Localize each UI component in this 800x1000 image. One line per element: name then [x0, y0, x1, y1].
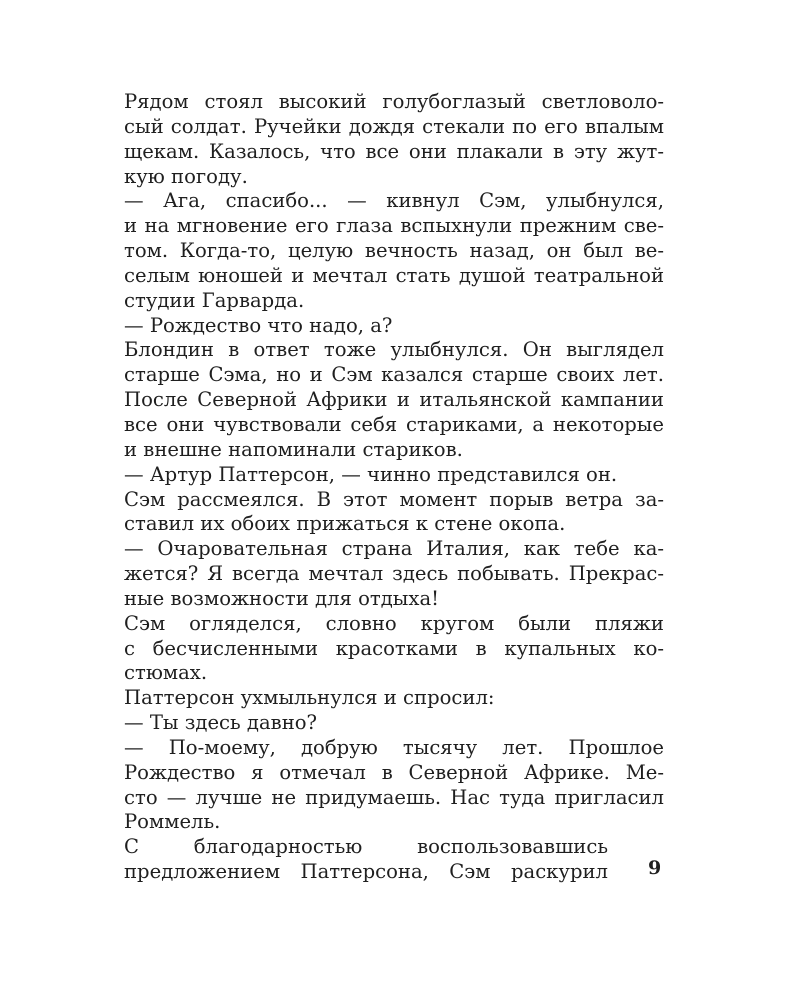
- page-number: 9: [648, 857, 662, 879]
- text-line: щекам. Казалось, что все они плакали в эту жут-: [124, 139, 664, 163]
- text-line: сто — лучше не придумаешь. Нас туда пригласил: [124, 785, 664, 809]
- text-line: кую погоду.: [124, 164, 248, 188]
- text-line: После Северной Африки и итальянской кампании: [124, 388, 664, 412]
- text-line: стюмах.: [124, 661, 208, 685]
- text-line: и на мгновение его глаза вспыхнули прежним све-: [124, 214, 664, 238]
- text-line: селым юношей и мечтал стать душой театральной: [124, 263, 664, 287]
- text-line: Рождество я отмечал в Северной Африке. Ме-: [124, 760, 664, 784]
- text-line: — По-моему, добрую тысячу лет. Прошлое: [124, 735, 664, 759]
- body-text: [124, 90, 664, 885]
- text-line: — Ага, спасибо... — кивнул Сэм, улыбнулся,: [124, 189, 664, 213]
- text-line: предложением Паттерсона, Сэм раскурил: [124, 860, 608, 884]
- text-line: С благодарностью воспользовавшись: [124, 835, 608, 859]
- text-line: ные возможности для отдыха!: [124, 586, 440, 610]
- text-line: Паттерсон ухмыльнулся и спросил:: [124, 686, 495, 710]
- text-line: студии Гарварда.: [124, 288, 305, 312]
- text-line: Роммель.: [124, 810, 221, 834]
- text-line: — Ты здесь давно?: [124, 711, 318, 735]
- text-line: том. Когда-то, целую вечность назад, он был ве-: [124, 239, 664, 263]
- text-line: — Рождество что надо, а?: [124, 313, 393, 337]
- text-line: все они чувствовали себя стариками, а некоторые: [124, 412, 664, 436]
- text-line: сый солдат. Ручейки дождя стекали по его впалым: [124, 114, 664, 138]
- text-line: и внешне напоминали стариков.: [124, 437, 463, 461]
- text-line: — Артур Паттерсон, — чинно представился он.: [124, 462, 618, 486]
- text-line: Сэм рассмеялся. В этот момент порыв ветра за-: [124, 487, 664, 511]
- text-line: Блондин в ответ тоже улыбнулся. Он выглядел: [124, 338, 664, 362]
- text-line: с бесчисленными красотками в купальных ко-: [124, 636, 664, 660]
- text-line: ставил их обоих прижаться к стене окопа.: [124, 512, 566, 536]
- text-line: старше Сэма, но и Сэм казался старше своих лет.: [124, 363, 664, 387]
- text-line: жется? Я всегда мечтал здесь побывать. Прекрас-: [124, 562, 664, 586]
- text-line: — Очаровательная страна Италия, как тебе ка-: [124, 537, 664, 561]
- text-line: Рядом стоял высокий голубоглазый светловоло-: [124, 90, 664, 113]
- text-line: Сэм огляделся, словно кругом были пляжи: [124, 611, 664, 635]
